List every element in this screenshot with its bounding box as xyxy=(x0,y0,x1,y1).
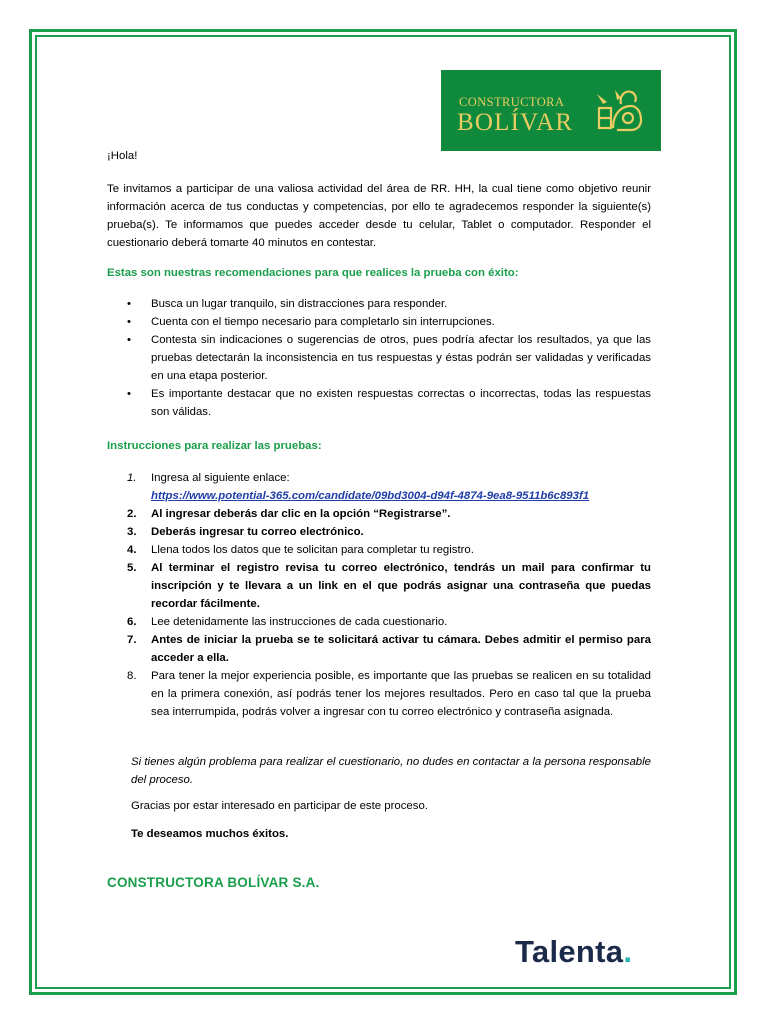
company-name: CONSTRUCTORA BOLÍVAR S.A. xyxy=(107,875,320,890)
talenta-logo xyxy=(515,934,632,970)
list-item: • Cuenta con el tiempo necesario para completarlo sin interrupciones. xyxy=(107,313,651,331)
instructions-list xyxy=(107,469,651,721)
list-item: 7. Antes de iniciar la prueba se te solicitará activar tu cámara. Debes admitir el permiso para acceder a ella. xyxy=(127,634,651,664)
list-item: 2. Al ingresar deberás dar clic en la opción “Registrarse”. xyxy=(127,508,451,520)
recommendations-heading: Estas son nuestras recomendaciones para que realices la prueba con éxito: xyxy=(107,267,519,279)
bullet-icon: • xyxy=(127,388,131,400)
recommendations-list xyxy=(107,295,651,421)
candidate-link[interactable]: https://www.potential-365.com/candidate/09bd3004-d94f-4874-9ea8-9511b6c893f1 xyxy=(151,490,590,502)
bullet-icon: • xyxy=(127,298,131,310)
list-item: 3. Deberás ingresar tu correo electrónico. xyxy=(127,526,364,538)
bolivar-emblem-icon xyxy=(591,84,645,136)
list-item: 4. Llena todos los datos que te solicitan para completar tu registro. xyxy=(127,544,474,556)
bullet-icon: • xyxy=(127,334,131,346)
logo-text-line1: CONSTRUCTORA xyxy=(459,95,565,109)
intro-paragraph: Te invitamos a participar de una valiosa actividad del área de RR. HH, la cual tiene como objetivo reunir información acerca de tus conductas y competencias, por ello te agradecemos responder la siguiente(s) prueba(s). Te informamos que puedes acceder desde tu celular, Tablet o computador. Responder el cuestionario deberá tomarte 40 minutos en contestar. xyxy=(107,183,651,249)
contact-note: Si tienes algún problema para realizar el cuestionario, no dudes en contactar a la persona responsable del proceso. xyxy=(131,756,651,786)
list-item: 6. Lee detenidamente las instrucciones de cada cuestionario. xyxy=(127,616,448,628)
logo-text-line2: BOLÍVAR xyxy=(457,109,574,136)
wishes-text: Te deseamos muchos éxitos. xyxy=(131,828,289,840)
list-item: 8. Para tener la mejor experiencia posible, es importante que las pruebas se realicen en su totalidad en la primera conexión, así podrás tener los mejores resultados. Pero en caso tal que la prueba sea interrumpida, podrás volver a ingresar con tu correo electrónico y contraseña asignada. xyxy=(127,670,651,718)
instructions-heading: Instrucciones para realizar las pruebas: xyxy=(107,440,322,452)
greeting: ¡Hola! xyxy=(107,150,138,162)
step-text: Ingresa al siguiente enlace: xyxy=(151,472,290,484)
step-number: 1. xyxy=(127,472,137,484)
list-item: 5. Al terminar el registro revisa tu correo electrónico, tendrás un mail para confirmar tu inscripción y te llevara a un link en el que podrás asignar una contraseña que puedas recordar fácilmente. xyxy=(127,562,651,610)
list-item: • Contesta sin indicaciones o sugerencias de otros, pues podría afectar los resultados, ya que las pruebas detectarán la inconsistencia en tus respuestas y éstas podrán ser validadas y verificadas en una etapa posterior. xyxy=(107,331,651,385)
list-item: • Busca un lugar tranquilo, sin distracciones para responder. xyxy=(107,295,651,313)
thanks-text: Gracias por estar interesado en participar de este proceso. xyxy=(131,800,428,812)
bullet-icon: • xyxy=(127,316,131,328)
constructora-bolivar-logo xyxy=(441,70,661,151)
talenta-name: Talenta xyxy=(515,934,624,969)
list-item: • Es importante destacar que no existen respuestas correctas o incorrectas, todas las respuestas son válidas. xyxy=(107,385,651,421)
talenta-period: . xyxy=(623,934,633,969)
list-item xyxy=(107,469,651,505)
